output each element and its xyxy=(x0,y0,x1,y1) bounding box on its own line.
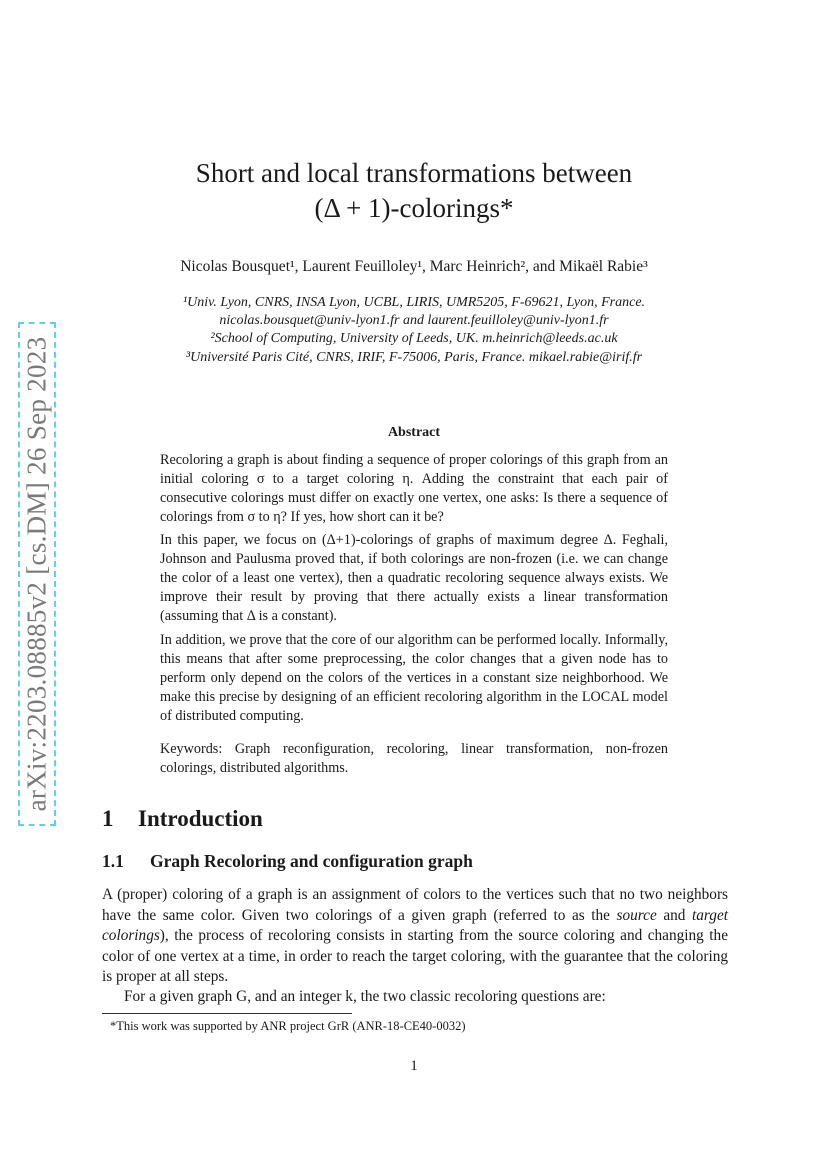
body-paragraph-2: For a given graph G, and an integer k, the two classic recoloring questions are: xyxy=(124,988,606,1005)
body-text: ), the process of recoloring consists in starting from the source coloring and changing the color of one vertex at a time, in order to reach the target coloring, with the guarantee that the coloring is proper at all steps. xyxy=(102,927,728,985)
footnote: *This work was supported by ANR project GrR (ANR-18-CE40-0032) xyxy=(110,1019,466,1033)
emphasis-target-colorings: target colorings xyxy=(102,906,728,944)
section-number: 1 xyxy=(102,806,114,831)
affiliation-1-emails: nicolas.bousquet@univ-lyon1.fr and laurent.feuilloley@univ-lyon1.fr xyxy=(219,313,609,328)
keywords: Keywords: Graph reconfiguration, recoloring, linear transformation, non-frozen colorings, distributed algorithms. xyxy=(160,741,668,776)
emphasis-source: source xyxy=(616,906,657,924)
affiliation-3: ³Université Paris Cité, CNRS, IRIF, F-75006, Paris, France. mikael.rabie@irif.fr xyxy=(185,350,643,365)
arxiv-identifier: arXiv:2203.08885v2 [cs.DM] 26 Sep 2023 xyxy=(21,336,52,812)
footnote-rule xyxy=(102,1013,352,1014)
arxiv-stamp xyxy=(18,322,56,826)
abstract-heading: Abstract xyxy=(387,425,441,440)
subsection-heading xyxy=(102,851,473,872)
body-text: and xyxy=(656,906,693,924)
affiliation-2: ²School of Computing, University of Leeds, UK. m.heinrich@leeds.ac.uk xyxy=(210,331,618,346)
section-title: Introduction xyxy=(138,806,263,831)
abstract-paragraph-2: In this paper, we focus on (Δ+1)-colorings of graphs of maximum degree Δ. Feghali, Johnson and Paulusma proved that, if both colorings are non-frozen (i.e. we can change the color of a least one vertex), then a quadratic recoloring sequence always exists. We improve their result by proving that there actually exists a linear transformation (assuming that Δ is a constant). xyxy=(160,532,668,624)
page-number: 1 xyxy=(410,1058,418,1074)
paper-title-line-1: Short and local transformations between xyxy=(195,158,633,188)
paper-title-line-2: (Δ + 1)-colorings* xyxy=(314,193,514,223)
body-text: A (proper) coloring of a graph is an assignment of colors to the vertices such that no two neighbors have the same color. Given two colorings of a given graph (referred to as the xyxy=(102,886,728,924)
subsection-title: Graph Recoloring and configuration graph xyxy=(150,851,473,871)
abstract-paragraph-3: In addition, we prove that the core of our algorithm can be performed locally. Informally, this means that after some preprocessing, the color changes that a given node has to perform only depend on the colors of the vertices in a constant size neighborhood. We make this precise by designing of an efficient recoloring algorithm in the LOCAL model of distributed computing. xyxy=(160,632,668,724)
affiliation-1: ¹Univ. Lyon, CNRS, INSA Lyon, UCBL, LIRIS, UMR5205, F-69621, Lyon, France. xyxy=(182,295,646,310)
abstract-paragraph-1: Recoloring a graph is about finding a sequence of proper colorings of this graph from an initial coloring σ to a target coloring η. Adding the constraint that each pair of consecutive colorings must differ on exactly one vertex, one asks: Is there a sequence of colorings from σ to η? If yes, how short can it be? xyxy=(160,452,668,525)
author-list: Nicolas Bousquet¹, Laurent Feuilloley¹, Marc Heinrich², and Mikaël Rabie³ xyxy=(180,258,648,275)
subsection-number: 1.1 xyxy=(102,851,124,871)
body-paragraph-1 xyxy=(102,885,728,988)
section-heading-introduction xyxy=(102,806,263,832)
